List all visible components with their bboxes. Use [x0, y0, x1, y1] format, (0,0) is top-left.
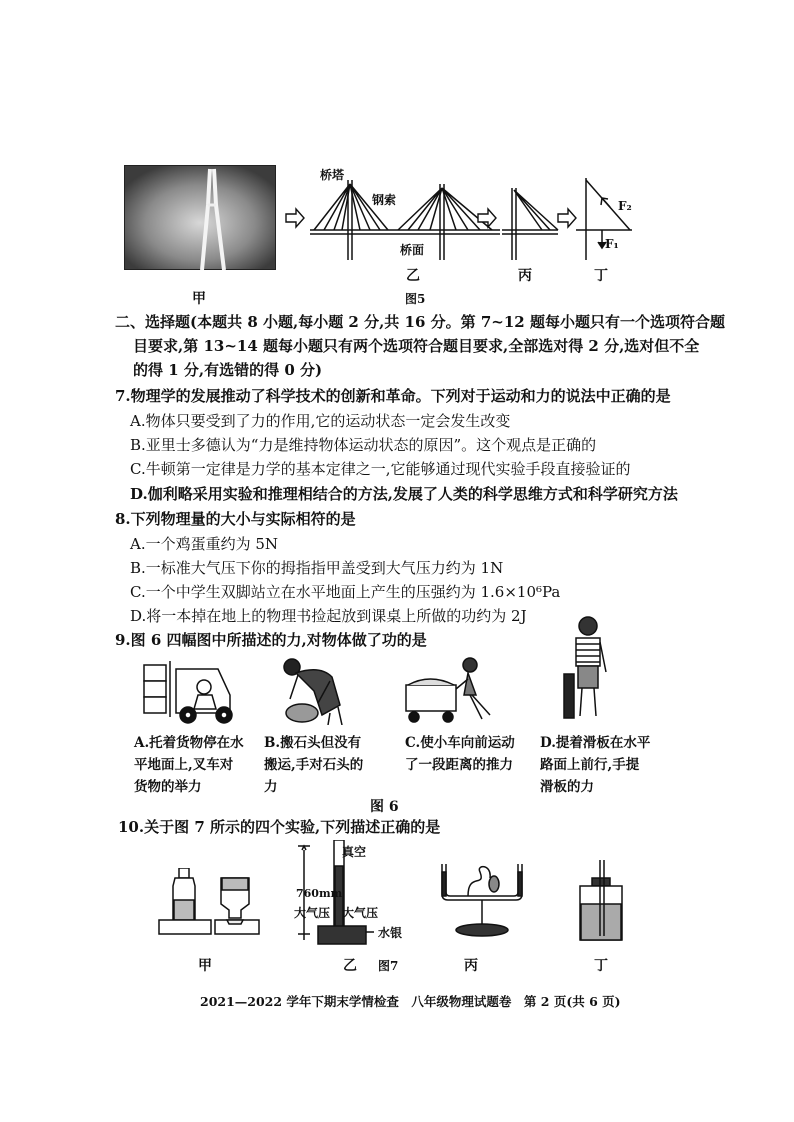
woman-lifting-stone-drawing	[270, 655, 360, 725]
fig5-annotation-tower: 桥塔	[320, 168, 345, 182]
u-tube-apparatus-drawing	[432, 858, 532, 944]
arrow-right-icon	[286, 209, 304, 227]
fig5-photo	[124, 165, 276, 270]
q10-annotation-mercury: 水银	[378, 926, 403, 940]
boy-pushing-cart-drawing	[400, 655, 500, 725]
fig7-label-jia: 甲	[198, 958, 212, 974]
q7-option-c: C.牛顿第一定律是力学的基本定律之一,它能够通过现代实验手段直接验证的	[130, 460, 631, 478]
q8-option-d: D.将一本掉在地上的物理书捡起放到课桌上所做的功约为 2J	[130, 607, 527, 625]
fig7-label-bing: 丙	[464, 958, 478, 974]
fig7-caption: 图7	[378, 959, 399, 973]
fig5-annotation-f2: F₂	[618, 199, 632, 213]
q10-annotation-atm-left: 大气压	[294, 906, 331, 920]
half-bridge-drawing	[502, 188, 558, 260]
q10-annotation-height: 760mm	[296, 887, 343, 900]
q9-option-d: D.提着滑板在水平路面上前行,手提滑板的力	[540, 735, 651, 795]
q8-option-a: A.一个鸡蛋重约为 5N	[130, 535, 279, 553]
fig5-caption: 图5	[405, 292, 426, 306]
bottle-with-straw-drawing	[570, 858, 630, 944]
q9-stem: 9.图 6 四幅图中所描述的力,对物体做了功的是	[115, 631, 427, 649]
bottles-on-sponge-drawing	[155, 868, 275, 938]
section-header-line-3: 的得 1 分,有选错的得 0 分)	[133, 361, 323, 379]
bridge-photo-image	[124, 165, 276, 270]
arrow-right-icon	[478, 209, 496, 227]
fig5-annotation-f1: F₁	[605, 237, 619, 251]
q8-stem: 8.下列物理量的大小与实际相符的是	[115, 510, 356, 528]
fig7-label-yi: 乙	[343, 958, 357, 974]
forklift-drawing	[138, 655, 242, 725]
fig5-label-yi: 乙	[406, 268, 420, 284]
section-header-line-1: 二、选择题(本题共 8 小题,每小题 2 分,共 16 分。第 7~12 题每小题只有一个选项符合题	[115, 313, 725, 331]
fig7-label-ding: 丁	[594, 958, 608, 974]
q10-annotation-vacuum: 真空	[342, 845, 367, 859]
q10-stem: 10.关于图 7 所示的四个实验,下列描述正确的是	[118, 818, 441, 836]
force-diagram-drawing	[576, 178, 632, 260]
boy-holding-skateboard-drawing	[560, 612, 620, 727]
fig5-label-jia: 甲	[192, 291, 206, 307]
q8-option-c: C.一个中学生双脚站立在水平地面上产生的压强约为 1.6×10⁶Pa	[130, 583, 561, 601]
arrow-right-icon	[558, 209, 576, 227]
q9-caption: 图 6	[370, 799, 399, 815]
q7-stem: 7.物理学的发展推动了科学技术的创新和革命。下列对于运动和力的说法中正确的是	[115, 387, 671, 405]
q7-option-a: A.物体只要受到了力的作用,它的运动状态一定会发生改变	[130, 412, 511, 430]
q9-option-a: A.托着货物停在水平地面上,叉车对货物的举力	[134, 735, 244, 795]
fig5-annotation-cable: 钢索	[372, 193, 397, 207]
page-footer: 2021—2022 学年下期末学情检查 八年级物理试题卷 第 2 页(共 6 页)	[200, 994, 621, 1009]
fig5-label-bing: 丙	[518, 268, 532, 284]
fig5-label-ding: 丁	[594, 268, 608, 284]
q7-option-b: B.亚里士多德认为“力是维持物体运动状态的原因”。这个观点是正确的	[130, 436, 597, 454]
q8-option-b: B.一标准大气压下你的拇指指甲盖受到大气压力约为 1N	[130, 559, 504, 577]
q9-option-b: B.搬石头但没有搬运,手对石头的力	[264, 735, 364, 795]
q9-option-c: C.使小车向前运动了一段距离的推力	[405, 735, 515, 773]
q10-annotation-atm-right: 大气压	[342, 906, 379, 920]
q7-option-d: D.伽利略采用实验和推理相结合的方法,发展了人类的科学思维方式和科学研究方法	[130, 485, 678, 503]
fig5-annotation-deck: 桥面	[400, 243, 425, 257]
section-header-line-2: 目要求,第 13~14 题每小题只有两个选项符合题目要求,全部选对得 2 分,选对但不全	[133, 337, 700, 355]
